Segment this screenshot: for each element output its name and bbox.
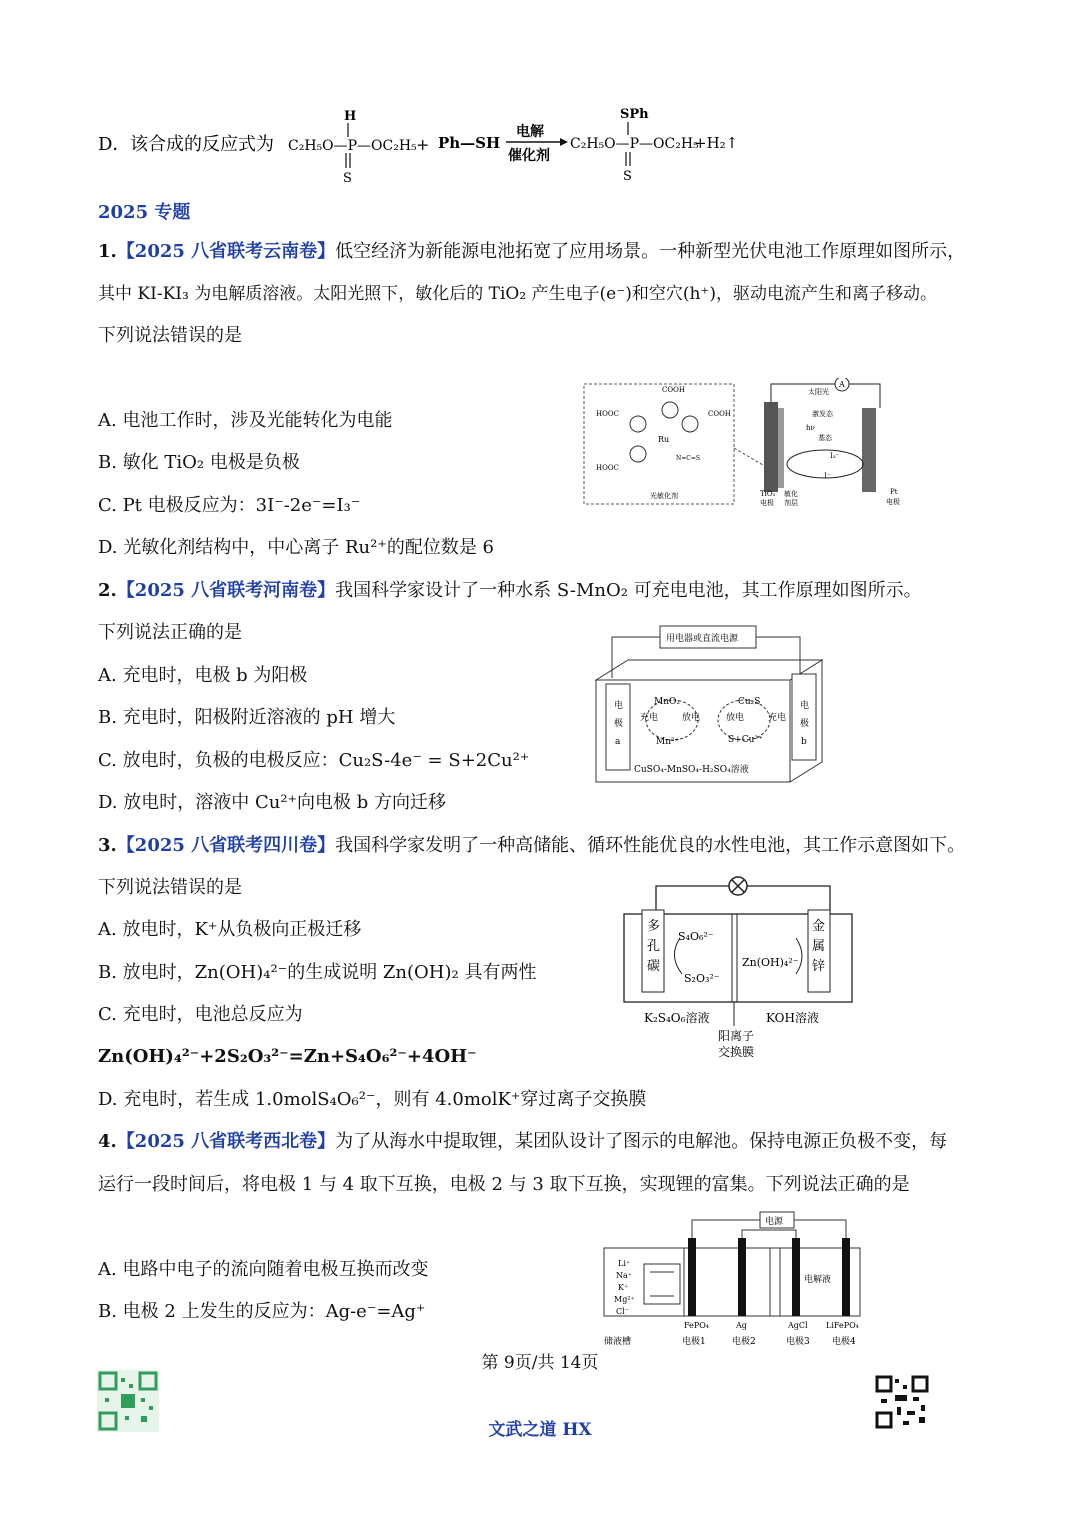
q3-option-c: C. 充电时，电池总反应为 [98, 1004, 303, 1025]
hv-label: hν [806, 424, 815, 432]
cooh-label: COOH [662, 386, 685, 394]
q4-option-a: A. 电路中电子的流向随着电极互换而改变 [98, 1259, 429, 1280]
electrode-a-label-2: 极 [614, 719, 624, 729]
q3-stem-text: 我国科学家发明了一种高储能、循环性能优良的水性电池，其工作示意图如下。 [335, 835, 966, 856]
section-title: 2025 专题 [98, 202, 191, 223]
q3-stem-line2: 下列说法错误的是 [98, 877, 242, 898]
q3-figure-battery [620, 874, 856, 1070]
pt-electrode [862, 408, 876, 492]
electrode-right-char-2: 属 [812, 939, 826, 954]
q2-option-d: D. 放电时，溶液中 Cu²⁺向电极 b 方向迁移 [98, 792, 447, 813]
tio2-electrode [764, 402, 778, 492]
ion-li: Li⁺ [618, 1259, 631, 1268]
solution-label: CuSO₄-MnSO₄-H₂SO₄溶液 [634, 765, 749, 775]
pyridine-ring [630, 416, 646, 432]
ncs-label: N=C=S [676, 455, 701, 462]
q4-source-tag: 【2025 八省联考西北卷】 [116, 1131, 336, 1152]
electrode-2-label: 电极2 [732, 1337, 756, 1347]
wire [794, 1220, 846, 1238]
sph-group: SPh [620, 108, 649, 122]
q1-number: 1. [98, 241, 117, 262]
q1-stem-line1 [98, 240, 965, 264]
electrode-a-label-3: a [615, 737, 621, 747]
page-number: 第 9页/共 14页 [481, 1353, 599, 1373]
ion-mg: Mg²⁺ [614, 1295, 635, 1304]
reaction-equation-svg [98, 108, 758, 188]
q1-stem-text: 低空经济为新能源电池拓宽了应用场景。一种新型光伏电池工作原理如图所示， [335, 241, 966, 262]
power-supply-label: 电源 [765, 1217, 784, 1227]
s-atom: S [623, 169, 632, 184]
q1-option-d: D. 光敏化剂结构中，中心离子 Ru²⁺的配位数是 6 [98, 537, 494, 558]
h-atom: H [344, 109, 357, 124]
q4-figure-electrolyzer [600, 1208, 868, 1352]
connector-line [734, 448, 768, 468]
q4-stem-line1 [98, 1130, 947, 1154]
pt-label: Pt [890, 488, 898, 496]
hydrogen-product: +H₂↑ [694, 134, 739, 152]
excited-state-label: 激发态 [812, 410, 833, 418]
charge-left: 充电 [640, 713, 659, 723]
sunlight-label: 太阳光 [808, 388, 829, 396]
electrode-4 [842, 1238, 850, 1316]
q2-option-c: C. 放电时，负极的电极反应：Cu₂S-4e⁻ = S+2Cu²⁺ [98, 750, 530, 771]
left-solution-label: K₂S₄O₆溶液 [644, 1011, 710, 1025]
ru-label: Ru [658, 435, 670, 444]
discharge-left: 放电 [682, 713, 701, 723]
option-label: D． [98, 134, 131, 155]
pyridine-ring [662, 402, 678, 418]
q4-stem-line2: 运行一段时间后，将电极 1 与 4 取下互换，电极 2 与 3 取下互换，实现锂的富集。下列说法正确的是 [98, 1174, 910, 1195]
q2-stem-line2: 下列说法正确的是 [98, 622, 242, 643]
electrode-b-label-2: 极 [800, 719, 810, 729]
plus-sign: + [416, 135, 430, 154]
agcl-label: AgCl [788, 1321, 808, 1330]
pt-electrode-label: 电极 [886, 498, 900, 506]
power-source-label: 用电器或直流电源 [666, 634, 739, 644]
right-solution-label: KOH溶液 [766, 1011, 819, 1025]
q1-source-tag: 【2025 八省联考云南卷】 [116, 241, 336, 262]
charge-right: 充电 [768, 713, 787, 723]
q1-stem-line3: 下列说法错误的是 [98, 325, 242, 346]
membrane-label-2: 交换膜 [718, 1045, 755, 1059]
tank-label: 储液槽 [604, 1337, 632, 1347]
ag-label: Ag [736, 1321, 747, 1330]
q3-option-a: A. 放电时，K⁺从负极向正极迁移 [98, 919, 362, 940]
brand-name: 文武之道 HX [488, 1420, 592, 1440]
electrode-1 [688, 1238, 696, 1316]
option-d-equation [98, 108, 758, 188]
electrode-right-char-1: 金 [812, 919, 826, 934]
hooc-label: HOOC [596, 410, 619, 418]
reactant2: Ph—SH [438, 134, 501, 152]
q3-option-d: D. 充电时，若生成 1.0molS₄O₆²⁻，则有 4.0molK⁺穿过离子交换膜 [98, 1089, 647, 1110]
q1-option-c: C. Pt 电极反应为：3I⁻-2e⁻=I₃⁻ [98, 495, 361, 516]
scu-label: S+Cu²⁺ [728, 735, 763, 745]
electrode-1-label: 电极1 [682, 1337, 706, 1347]
wire [692, 1220, 760, 1238]
q2-option-a: A. 充电时，电极 b 为阳极 [98, 665, 308, 686]
dye-structure-box [584, 384, 734, 504]
q1-stem-line2: 其中 KI-KI₃ 为电解质溶液。太阳光照下，敏化后的 TiO₂ 产生电子(e⁻)和空穴(h⁺)，驱动电流产生和离子移动。 [98, 284, 938, 304]
cycle-arrow-left [674, 938, 682, 974]
product: C₂H₅O—P—OC₂H₅ [570, 136, 699, 152]
q2-figure-battery [592, 622, 828, 788]
ion-na: Na⁺ [616, 1271, 632, 1280]
s2o3-label: S₂O₃²⁻ [684, 972, 720, 985]
q2-stem-line1 [98, 579, 922, 603]
q2-option-b: B. 充电时，阳极附近溶液的 pH 增大 [98, 707, 396, 728]
electrode-b-label-1: 电 [800, 701, 810, 711]
electrode-left-char-1: 多 [647, 919, 661, 934]
wire-left [612, 637, 660, 678]
electrode-a-label-1: 电 [614, 701, 624, 711]
dye-label: 光敏化剂 [650, 492, 678, 500]
condition-top: 电解 [516, 124, 544, 140]
reactant1: C₂H₅O—P—OC₂H₅ [288, 138, 417, 154]
hooc-label-2: HOOC [596, 464, 619, 472]
q1-option-b: B. 敏化 TiO₂ 电极是负极 [98, 452, 300, 473]
condition-bottom: 催化剂 [508, 148, 550, 164]
qr-code[interactable] [875, 1375, 929, 1429]
q4-stem-text: 为了从海水中提取锂，某团队设计了图示的电解池。保持电源正负极不变，每 [335, 1131, 948, 1152]
electrode-3-label: 电极3 [786, 1337, 810, 1347]
electrode-left-char-3: 碳 [647, 959, 661, 974]
q2-stem-text: 我国科学家设计了一种水系 S-MnO₂ 可充电电池，其工作原理如图所示。 [335, 580, 922, 601]
mn-label: Mn²⁺ [656, 737, 680, 747]
cooh-label-2: COOH [708, 410, 731, 418]
pyridine-ring [630, 446, 646, 462]
q1-figure-solar-cell [580, 378, 910, 518]
q4-number: 4. [98, 1131, 117, 1152]
membrane-label-1: 阳离子 [718, 1029, 755, 1043]
sensitizer-layer [778, 408, 784, 488]
q3-option-c-equation: Zn(OH)₄²⁻+2S₂O₃²⁻=Zn+S₄O₆²⁻+4OH⁻ [98, 1046, 477, 1067]
ion-cl: Cl⁻ [616, 1307, 629, 1316]
tio2-label: TiO₂ [760, 490, 776, 498]
electrode-b [792, 674, 816, 760]
mno2-label: MnO₂ [654, 697, 680, 707]
sensitizer-label: 敏化 [784, 490, 798, 498]
electrolyte-label: 电解液 [804, 1275, 832, 1285]
fepo4-label: FePO₄ [684, 1321, 709, 1330]
cu2s-label: Cu₂S [738, 697, 761, 707]
i-label: I⁻ [824, 472, 831, 480]
wire-right [756, 637, 800, 678]
discharge-right: 放电 [726, 713, 745, 723]
electrode-4-label: 电极4 [832, 1337, 856, 1347]
electrolysis-cell [684, 1248, 860, 1316]
wire [742, 1230, 796, 1238]
tank-top [596, 660, 822, 680]
arrow-head [560, 138, 568, 146]
ammeter-label: A [839, 380, 845, 389]
ion-k: K⁺ [618, 1283, 629, 1292]
i3-label: I₃⁻ [830, 452, 840, 460]
zincate-label: Zn(OH)₄²⁻ [742, 956, 799, 969]
ground-state-label: 基态 [818, 434, 832, 442]
sensitizer-layer-label: 剂层 [784, 499, 798, 507]
q3-option-b: B. 放电时，Zn(OH)₄²⁻的生成说明 Zn(OH)₂ 具有两性 [98, 962, 537, 983]
q4-option-b: B. 电极 2 上发生的反应为：Ag-e⁻=Ag⁺ [98, 1301, 426, 1322]
tio2-electrode-label: 电极 [760, 499, 774, 507]
flow-box [644, 1264, 680, 1304]
q3-stem-line1 [98, 834, 965, 858]
q2-source-tag: 【2025 八省联考河南卷】 [116, 580, 336, 601]
electrode-left-char-2: 孔 [647, 939, 661, 954]
electrode-2 [738, 1238, 746, 1316]
option-text: 该合成的反应式为 [130, 134, 274, 155]
s4o6-label: S₄O₆²⁻ [678, 930, 714, 943]
q2-number: 2. [98, 580, 117, 601]
electrode-right-char-3: 锌 [812, 959, 826, 974]
lifepo4-label: LiFePO₄ [826, 1321, 859, 1330]
s-atom: S [343, 171, 352, 186]
q3-source-tag: 【2025 八省联考四川卷】 [116, 835, 336, 856]
electrode-3 [792, 1238, 800, 1316]
pyridine-ring [682, 416, 698, 432]
q1-option-a: A. 电池工作时，涉及光能转化为电能 [98, 410, 393, 431]
q3-number: 3. [98, 835, 117, 856]
electrode-b-label-3: b [801, 737, 807, 747]
